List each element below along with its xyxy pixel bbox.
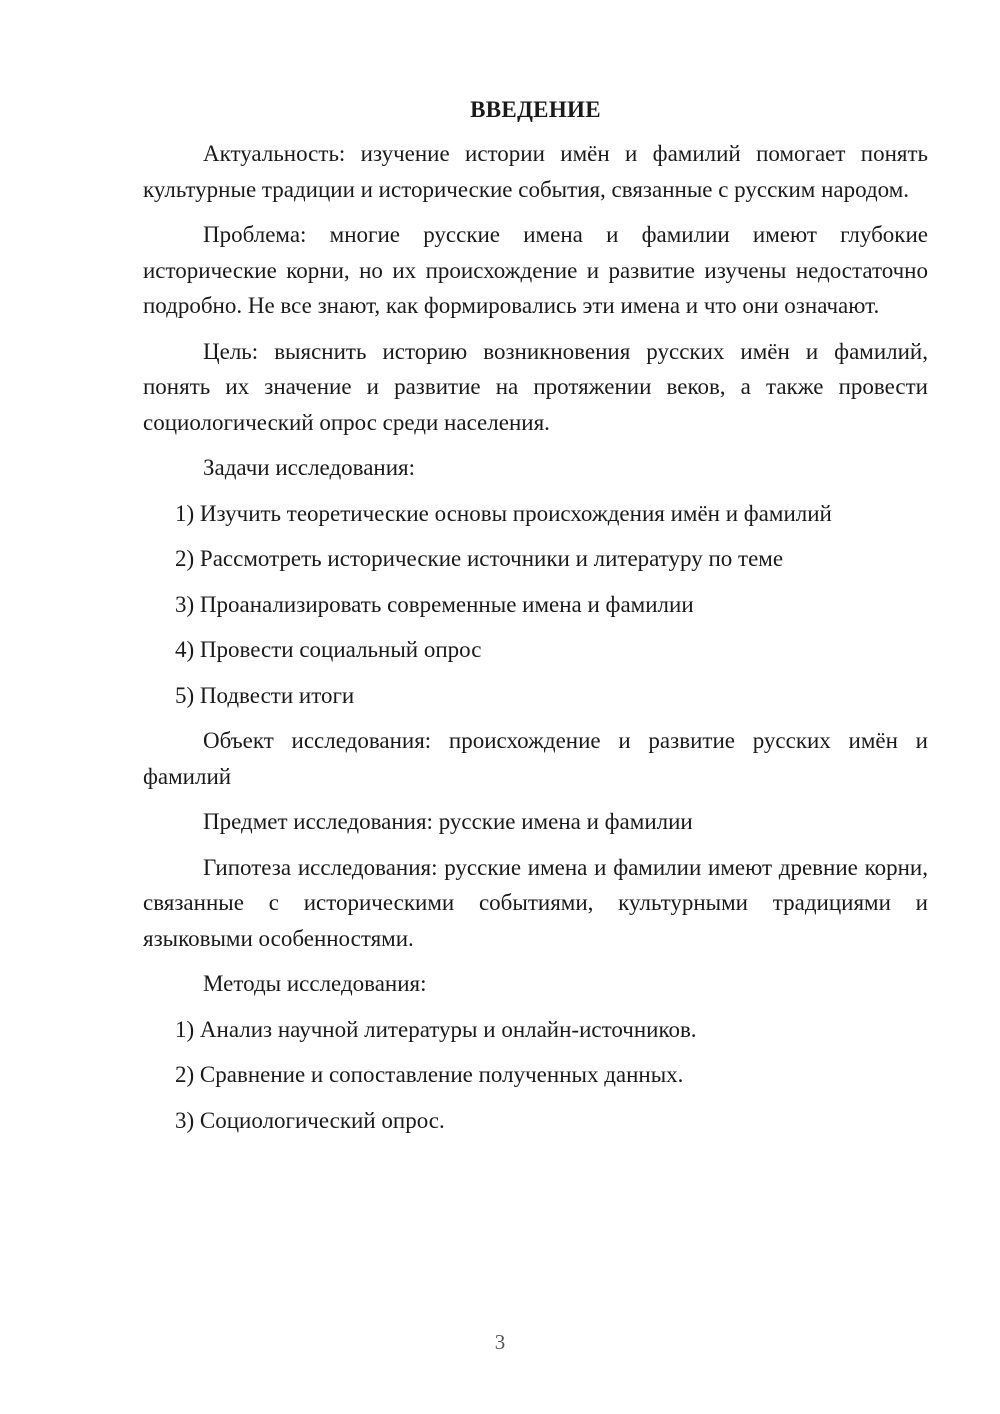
method-item: 2) Сравнение и сопоставление полученных данных. [175,1062,684,1087]
task-item: 4) Провести социальный опрос [175,637,482,662]
hypothesis-paragraph: Гипотеза исследования: русские имена и фамилии имеют древние корни, связанные с историческими событиями, культурными традициями и языковыми особенностями. [143,854,928,951]
method-item: 1) Анализ научной литературы и онлайн-источников. [175,1016,697,1042]
method-item: 3) Социологический опрос. [175,1107,445,1133]
task-item: 5) Подвести итоги [175,682,355,708]
document-body [143,92,928,1148]
task-item: 3) Проанализировать современные имена и фамилии [175,591,694,617]
tasks-list [143,496,928,714]
task-item: 2) Рассмотреть исторические источники и литературу по теме [175,546,784,571]
task-item: 1) Изучить теоретические основы происхождения имён и фамилий [175,500,832,526]
tasks-heading: Задачи исследования: [203,455,416,480]
methods-list [143,1012,928,1139]
object-paragraph: Объект исследования: происхождение и развитие русских имён и фамилий [143,728,928,789]
section-title: ВВЕДЕНИЕ [470,97,601,122]
goal-paragraph: Цель: выяснить историю возникновения русских имён и фамилий, понять их значение и развитие на протяжении веков, а также провести социологический опрос среди населения. [143,338,928,435]
page-number: 3 [494,1330,506,1354]
problem-paragraph: Проблема: многие русские имена и фамилии имеют глубокие исторические корни, но их происхождение и развитие изучены недостаточно подробно. Не все знают, как формировались эти имена и что они означают. [143,222,928,318]
relevance-paragraph: Актуальность: изучение истории имён и фамилий помогает понять культурные традиции и исторические события, связанные с русским народом. [143,141,928,202]
subject-paragraph: Предмет исследования: русские имена и фамилии [203,809,693,834]
methods-heading: Методы исследования: [203,971,427,996]
